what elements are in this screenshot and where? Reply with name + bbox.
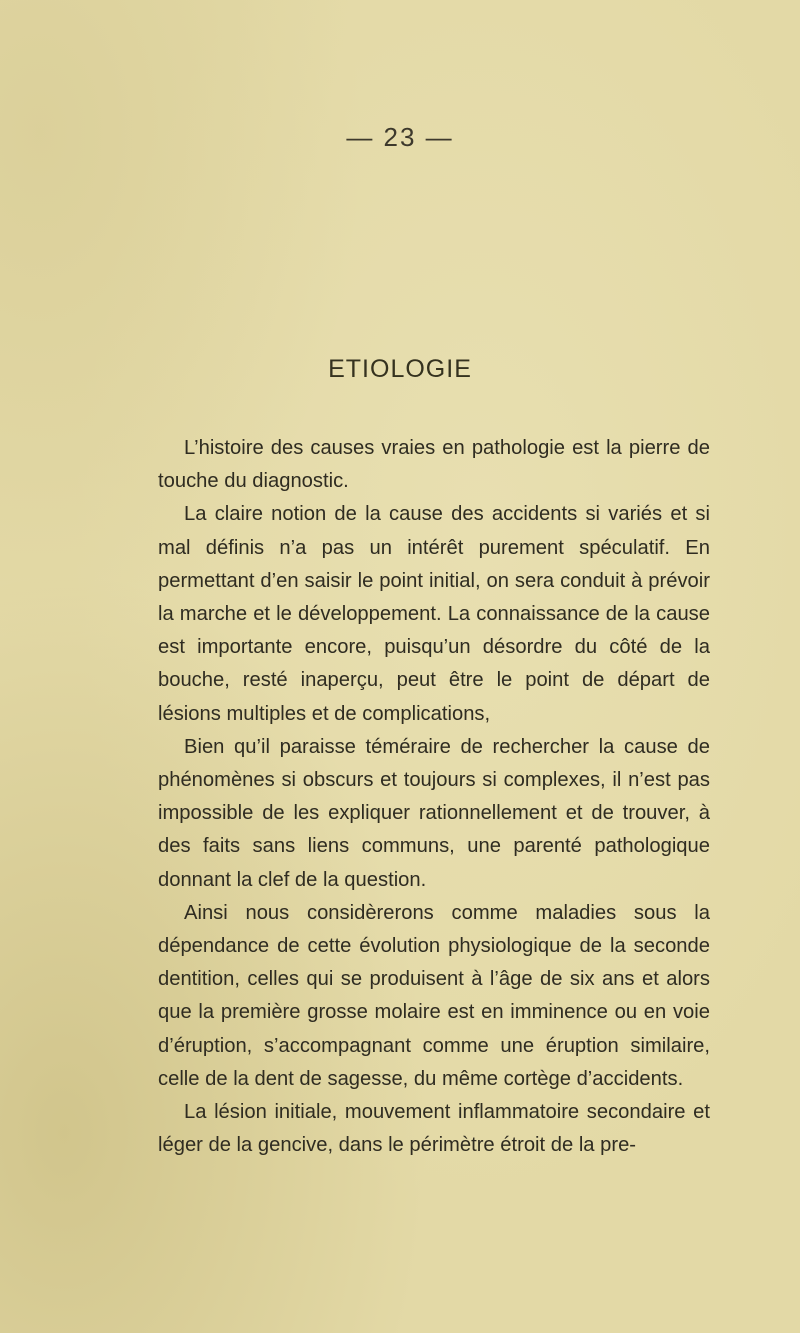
page-number: — 23 — [346, 122, 454, 152]
chapter-title: ETIOLOGIE [328, 355, 472, 383]
paragraph-3: Bien qu’il paraisse téméraire de rechercher la cause de phénomènes si obscurs et toujours si complexes, il n’est pas impossible de les expliquer rationnellement et de trouver, à des faits sans liens communs, une parenté pathologique donnant la clef de la question. [158, 735, 710, 891]
paragraph-2: La claire notion de la cause des accidents si variés et si mal définis n’a pas un intérêt purement spéculatif. En permettant d’en saisir le point initial, on sera conduit à prévoir la marche et le développement. La connaissance de la cause est importante encore, puisqu’un désordre du côté de la bouche, resté inaperçu, peut être le point de départ de lésions multiples et de complications, [158, 503, 710, 725]
body-text [158, 432, 710, 1162]
paragraph-5: La lésion initiale, mouvement inflammatoire secondaire et léger de la gencive, dans le périmètre étroit de la pre- [158, 1101, 710, 1157]
paragraph-1: L’histoire des causes vraies en pathologie est la pierre de touche du diagnostic. [158, 437, 710, 493]
paragraph-4: Ainsi nous considèrerons comme maladies sous la dépendance de cette évolution physiologique de la seconde dentition, celles qui se produisent à l’âge de six ans et alors que la première grosse molaire est en imminence ou en voie d’éruption, s’accompagnant comme une éruption similaire, celle de la dent de sagesse, du même cortège d’accidents. [158, 901, 710, 1090]
